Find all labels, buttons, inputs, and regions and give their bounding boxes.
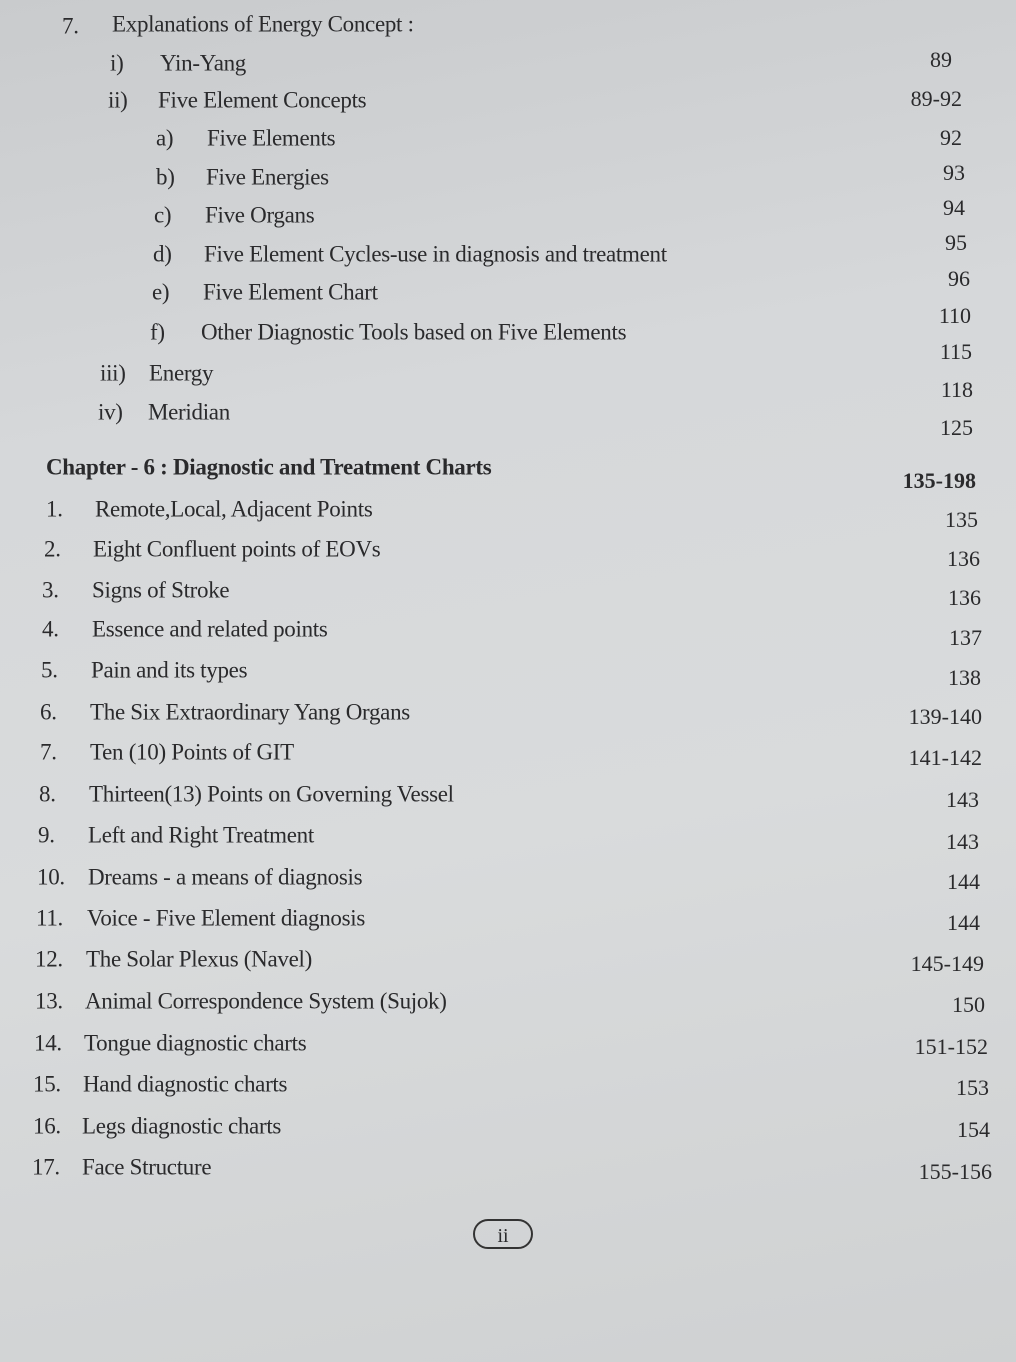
entry-label: Left and Right Treatment bbox=[88, 822, 314, 848]
entry-page: 94 bbox=[943, 195, 965, 220]
entry-page: 150 bbox=[952, 992, 985, 1017]
entry-label: Essence and related points bbox=[92, 616, 328, 642]
entry-page: 143 bbox=[946, 829, 979, 854]
entry-label: The Solar Plexus (Navel) bbox=[86, 946, 312, 972]
section-marker: 7. bbox=[62, 13, 79, 39]
entry-marker: 15. bbox=[33, 1071, 61, 1097]
entry-marker: iii) bbox=[100, 360, 126, 386]
entry-marker: 16. bbox=[33, 1113, 61, 1139]
entry-page: 136 bbox=[947, 546, 980, 571]
entry-marker: a) bbox=[156, 125, 174, 151]
entry-page: 154 bbox=[957, 1117, 990, 1142]
entry-marker: 14. bbox=[34, 1030, 62, 1056]
entry-label: Five Organs bbox=[205, 202, 315, 228]
entry-label: Yin-Yang bbox=[160, 50, 247, 76]
entry-label: Five Element Cycles-use in diagnosis and treatment bbox=[204, 241, 667, 267]
entry-label: Ten (10) Points of GIT bbox=[90, 739, 294, 765]
entry-page: 118 bbox=[940, 377, 973, 402]
entry-marker: ii) bbox=[108, 87, 128, 113]
entry-page: 144 bbox=[947, 910, 980, 935]
entry-page: 125 bbox=[940, 415, 973, 440]
entry-page: 143 bbox=[946, 787, 979, 812]
entry-page: 137 bbox=[949, 625, 982, 650]
entry-marker: iv) bbox=[98, 399, 123, 425]
entry-marker: 7. bbox=[40, 739, 57, 765]
entry-page: 151-152 bbox=[914, 1034, 988, 1059]
chapter-pages: 135-198 bbox=[902, 468, 976, 493]
entry-marker: 5. bbox=[41, 657, 58, 683]
entry-label: Thirteen(13) Points on Governing Vessel bbox=[89, 781, 454, 807]
entry-label: Five Elements bbox=[207, 125, 336, 151]
entry-page: 141-142 bbox=[908, 745, 982, 770]
entry-marker: c) bbox=[154, 202, 172, 228]
entry-page: 135 bbox=[945, 507, 978, 532]
entry-label: Remote,Local, Adjacent Points bbox=[95, 496, 373, 522]
entry-marker: 10. bbox=[37, 864, 65, 890]
entry-marker: 8. bbox=[39, 781, 56, 807]
entry-page: 138 bbox=[948, 665, 981, 690]
entry-label: Five Element Concepts bbox=[158, 87, 367, 113]
entry-label: Animal Correspondence System (Sujok) bbox=[85, 988, 447, 1014]
entry-page: 89-92 bbox=[910, 86, 962, 111]
entry-marker: i) bbox=[110, 50, 124, 76]
entry-page: 139-140 bbox=[908, 704, 982, 729]
entry-marker: 13. bbox=[35, 988, 63, 1014]
entry-label: Eight Confluent points of EOVs bbox=[93, 536, 381, 562]
entry-label: The Six Extraordinary Yang Organs bbox=[90, 699, 410, 725]
entry-marker: f) bbox=[150, 319, 165, 345]
entry-label: Face Structure bbox=[82, 1154, 212, 1180]
entry-page: 136 bbox=[948, 585, 981, 610]
entry-marker: 3. bbox=[42, 577, 59, 603]
entry-marker: b) bbox=[156, 164, 175, 190]
chapter-title: Chapter - 6 : Diagnostic and Treatment Charts bbox=[46, 454, 492, 480]
entry-marker: 2. bbox=[44, 536, 61, 562]
entry-marker: d) bbox=[153, 241, 172, 267]
entry-label: Meridian bbox=[148, 399, 230, 425]
entry-marker: e) bbox=[152, 279, 170, 305]
entry-label: Dreams - a means of diagnosis bbox=[88, 864, 363, 890]
entry-page: 95 bbox=[945, 230, 967, 255]
entry-label: Signs of Stroke bbox=[92, 577, 230, 603]
entry-marker: 1. bbox=[46, 496, 63, 522]
entry-label: Pain and its types bbox=[91, 657, 248, 683]
page-number: ii bbox=[473, 1219, 533, 1249]
entry-marker: 17. bbox=[32, 1154, 60, 1180]
entry-label: Hand diagnostic charts bbox=[83, 1071, 288, 1097]
entry-marker: 6. bbox=[40, 699, 57, 725]
entry-marker: 4. bbox=[42, 616, 59, 642]
entry-label: Voice - Five Element diagnosis bbox=[87, 905, 366, 931]
entry-page: 110 bbox=[938, 303, 971, 328]
entry-label: Five Element Chart bbox=[203, 279, 378, 305]
entry-label: Tongue diagnostic charts bbox=[84, 1030, 307, 1056]
entry-page: 96 bbox=[948, 266, 970, 291]
entry-page: 155-156 bbox=[918, 1159, 992, 1184]
entry-label: Energy bbox=[149, 360, 214, 386]
entry-page: 153 bbox=[956, 1075, 989, 1100]
entry-label: Other Diagnostic Tools based on Five Elements bbox=[201, 319, 627, 345]
entry-page: 93 bbox=[943, 160, 965, 185]
section-title: Explanations of Energy Concept : bbox=[112, 11, 414, 37]
entry-marker: 12. bbox=[35, 946, 63, 972]
entry-page: 144 bbox=[947, 869, 980, 894]
entry-marker: 9. bbox=[38, 822, 55, 848]
entry-page: 89 bbox=[930, 47, 952, 72]
entry-page: 145-149 bbox=[910, 951, 984, 976]
entry-marker: 11. bbox=[36, 905, 63, 931]
entry-label: Five Energies bbox=[206, 164, 329, 190]
entry-page: 115 bbox=[939, 339, 972, 364]
entry-label: Legs diagnostic charts bbox=[82, 1113, 282, 1139]
entry-page: 92 bbox=[940, 125, 962, 150]
